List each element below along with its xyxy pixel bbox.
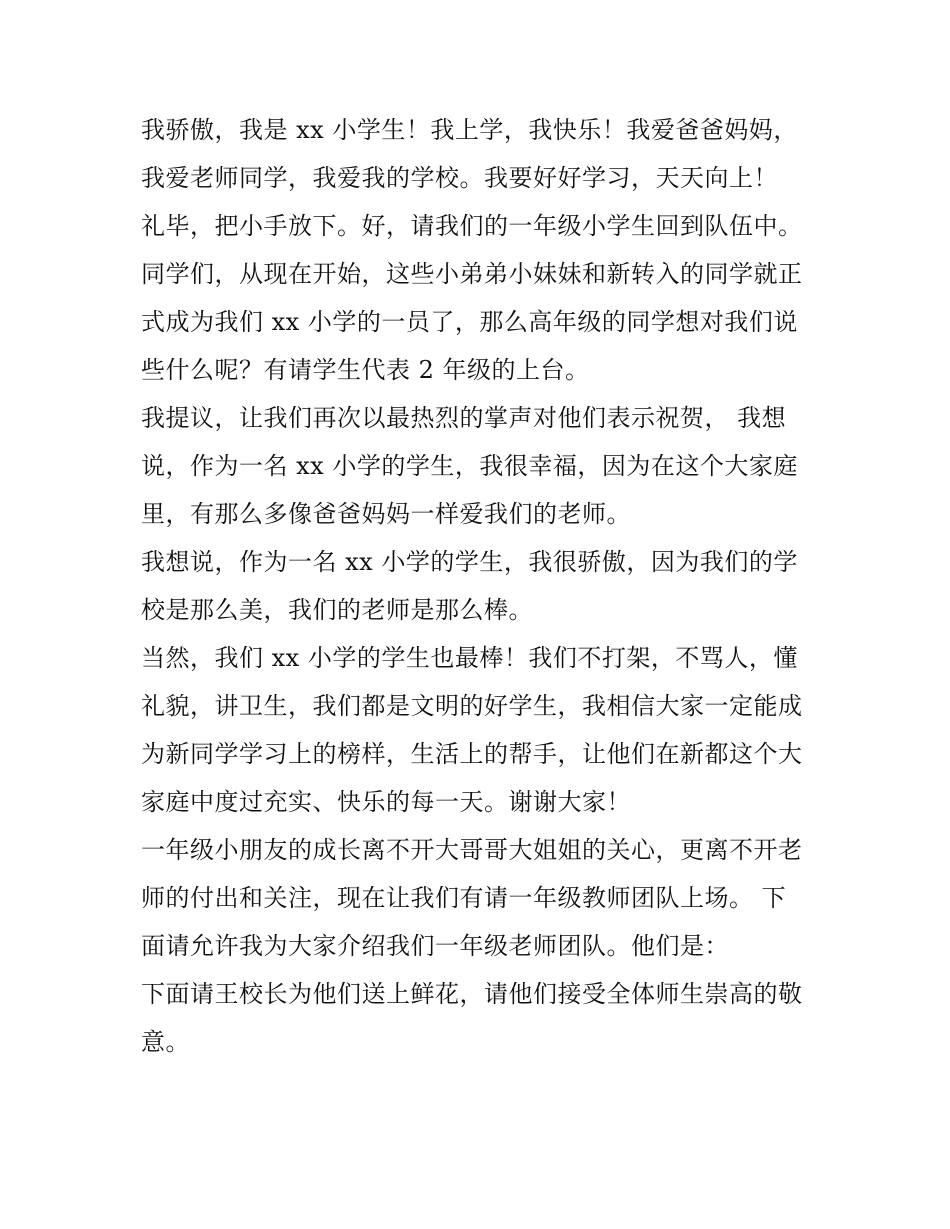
text-line: 说，作为一名 xx 小学的学生，我很幸福，因为在这个大家庭 xyxy=(141,452,798,480)
text-line: 我提议，让我们再次以最热烈的掌声对他们表示祝贺， 我想 xyxy=(141,404,787,432)
text-line: 礼毕，把小手放下。好，请我们的一年级小学生回到队伍中。 xyxy=(141,212,803,240)
text-line: 意。 xyxy=(141,1028,190,1056)
text-line: 礼貌，讲卫生，我们都是文明的好学生，我相信大家一定能成 xyxy=(141,692,803,720)
text-line: 面请允许我为大家介绍我们一年级老师团队。他们是： xyxy=(141,932,729,960)
text-line: 下面请王校长为他们送上鲜花，请他们接受全体师生崇高的敬 xyxy=(141,980,803,1008)
text-line: 同学们，从现在开始，这些小弟弟小妹妹和新转入的同学就正 xyxy=(141,260,803,288)
text-line: 当然，我们 xx 小学的学生也最棒！我们不打架，不骂人，懂 xyxy=(141,644,798,672)
document-body xyxy=(141,106,813,1066)
text-line: 一年级小朋友的成长离不开大哥哥大姐姐的关心，更离不开老 xyxy=(141,836,803,864)
text-line: 家庭中度过充实、快乐的每一天。谢谢大家！ xyxy=(141,788,631,816)
text-line: 我想说，作为一名 xx 小学的学生，我很骄傲，因为我们的学 xyxy=(141,548,798,576)
text-line: 我爱老师同学，我爱我的学校。我要好好学习，天天向上！ xyxy=(141,164,778,192)
text-line: 校是那么美，我们的老师是那么棒。 xyxy=(141,596,533,624)
text-line: 里，有那么多像爸爸妈妈一样爱我们的老师。 xyxy=(141,500,631,528)
text-line: 式成为我们 xx 小学的一员了，那么高年级的同学想对我们说 xyxy=(141,308,798,336)
text-line: 我骄傲，我是 xx 小学生！我上学，我快乐！我爱爸爸妈妈， xyxy=(141,116,798,144)
text-line: 师的付出和关注，现在让我们有请一年级教师团队上场。 下 xyxy=(141,884,787,912)
text-line: 为新同学学习上的榜样，生活上的帮手，让他们在新都这个大 xyxy=(141,740,803,768)
text-line: 些什么呢？有请学生代表 2 年级的上台。 xyxy=(141,356,590,384)
